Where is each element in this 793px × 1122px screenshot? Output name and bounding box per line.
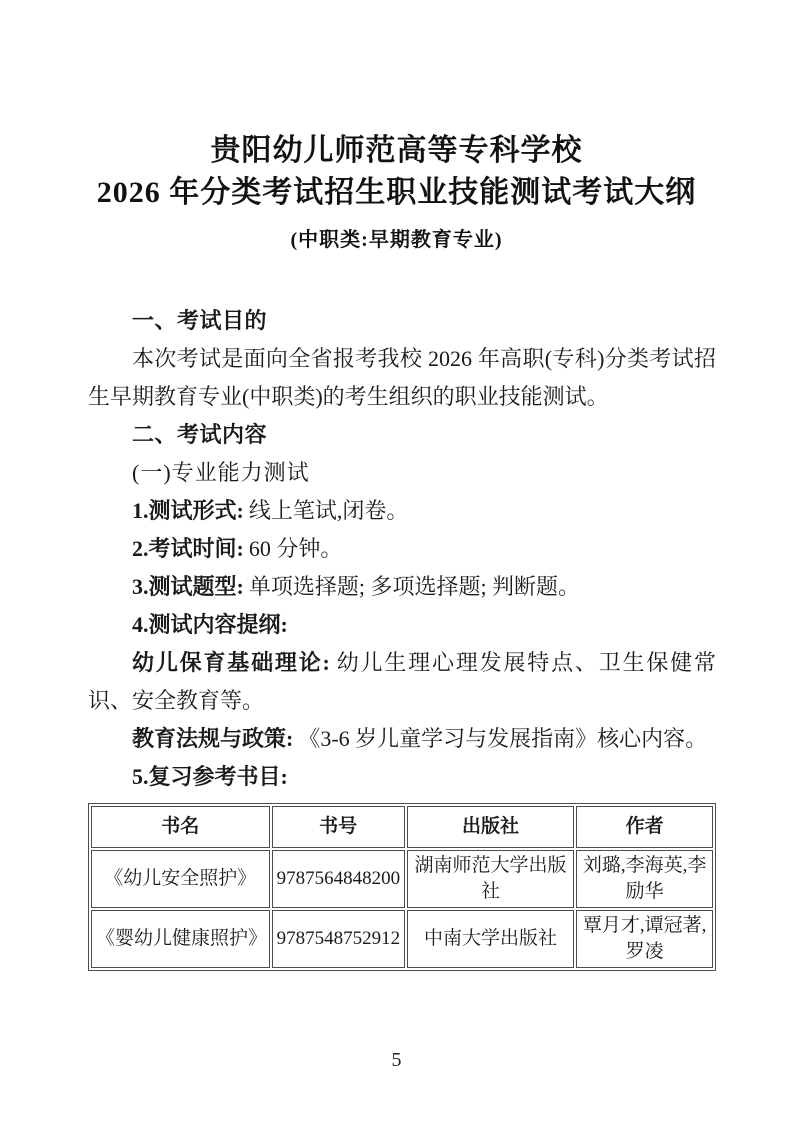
item-test-format-label: 1.测试形式:: [132, 498, 244, 523]
cell-author: 覃月才,谭冠著,罗凌: [576, 910, 713, 968]
reference-books-table: [88, 803, 716, 971]
cell-isbn: 9787564848200: [272, 850, 405, 908]
outline-childcare-theory-text: 幼儿生理心理发展特点、卫生保健常识、安全教育等。: [88, 650, 716, 713]
doc-title-line2: 2026 年分类考试招生职业技能测试考试大纲: [96, 176, 697, 209]
item-question-types: [88, 568, 716, 606]
doc-title-line1: 贵阳幼儿师范高等专科学校: [210, 134, 583, 167]
section-2-heading: 二、考试内容: [132, 422, 268, 447]
col-header-book-name: 书名: [91, 806, 270, 848]
title-block: [0, 0, 793, 255]
item-exam-duration-label: 2.考试时间:: [132, 536, 244, 561]
outline-childcare-theory-label: 幼儿保育基础理论:: [132, 650, 330, 675]
cell-author: 刘璐,李海英,李励华: [576, 850, 713, 908]
table-row: [91, 850, 713, 908]
cell-isbn: 9787548752912: [272, 910, 405, 968]
subsection-1-heading: (一)专业能力测试: [132, 460, 310, 485]
page-footer: [0, 1049, 793, 1072]
item-reference-books-label: 5.复习参考书目:: [132, 764, 288, 789]
col-header-author: 作者: [576, 806, 713, 848]
cell-publisher: 湖南师范大学出版社: [407, 850, 575, 908]
item-exam-duration-text: 60 分钟。: [248, 536, 343, 561]
section-1-heading: 一、考试目的: [132, 308, 268, 333]
outline-education-policy-label: 教育法规与政策:: [132, 726, 294, 751]
col-header-isbn: 书号: [272, 806, 405, 848]
item-content-outline: [88, 606, 716, 644]
cell-publisher: 中南大学出版社: [407, 910, 575, 968]
table-row: [91, 910, 713, 968]
outline-education-policy: [88, 720, 716, 758]
cell-book-name: 《幼儿安全照护》: [91, 850, 270, 908]
item-exam-duration: [88, 530, 716, 568]
col-header-publisher: 出版社: [407, 806, 575, 848]
section-1-paragraph: 本次考试是面向全省报考我校 2026 年高职(专科)分类考试招生早期教育专业(中职类)的考生组织的职业技能测试。: [88, 346, 716, 409]
item-question-types-text: 单项选择题; 多项选择题; 判断题。: [248, 574, 581, 599]
outline-childcare-theory: [88, 644, 716, 720]
page-number: 5: [391, 1049, 402, 1071]
doc-subtitle: (中职类:早期教育专业): [290, 229, 503, 251]
outline-education-policy-text: 《3-6 岁儿童学习与发展指南》核心内容。: [298, 726, 708, 751]
item-content-outline-label: 4.测试内容提纲:: [132, 612, 288, 637]
cell-book-name: 《婴幼儿健康照护》: [91, 910, 270, 968]
item-test-format-text: 线上笔试,闭卷。: [248, 498, 409, 523]
item-reference-books: [88, 758, 716, 796]
document-body: [88, 302, 716, 971]
table-header-row: [91, 806, 713, 848]
item-test-format: [88, 492, 716, 530]
item-question-types-label: 3.测试题型:: [132, 574, 244, 599]
